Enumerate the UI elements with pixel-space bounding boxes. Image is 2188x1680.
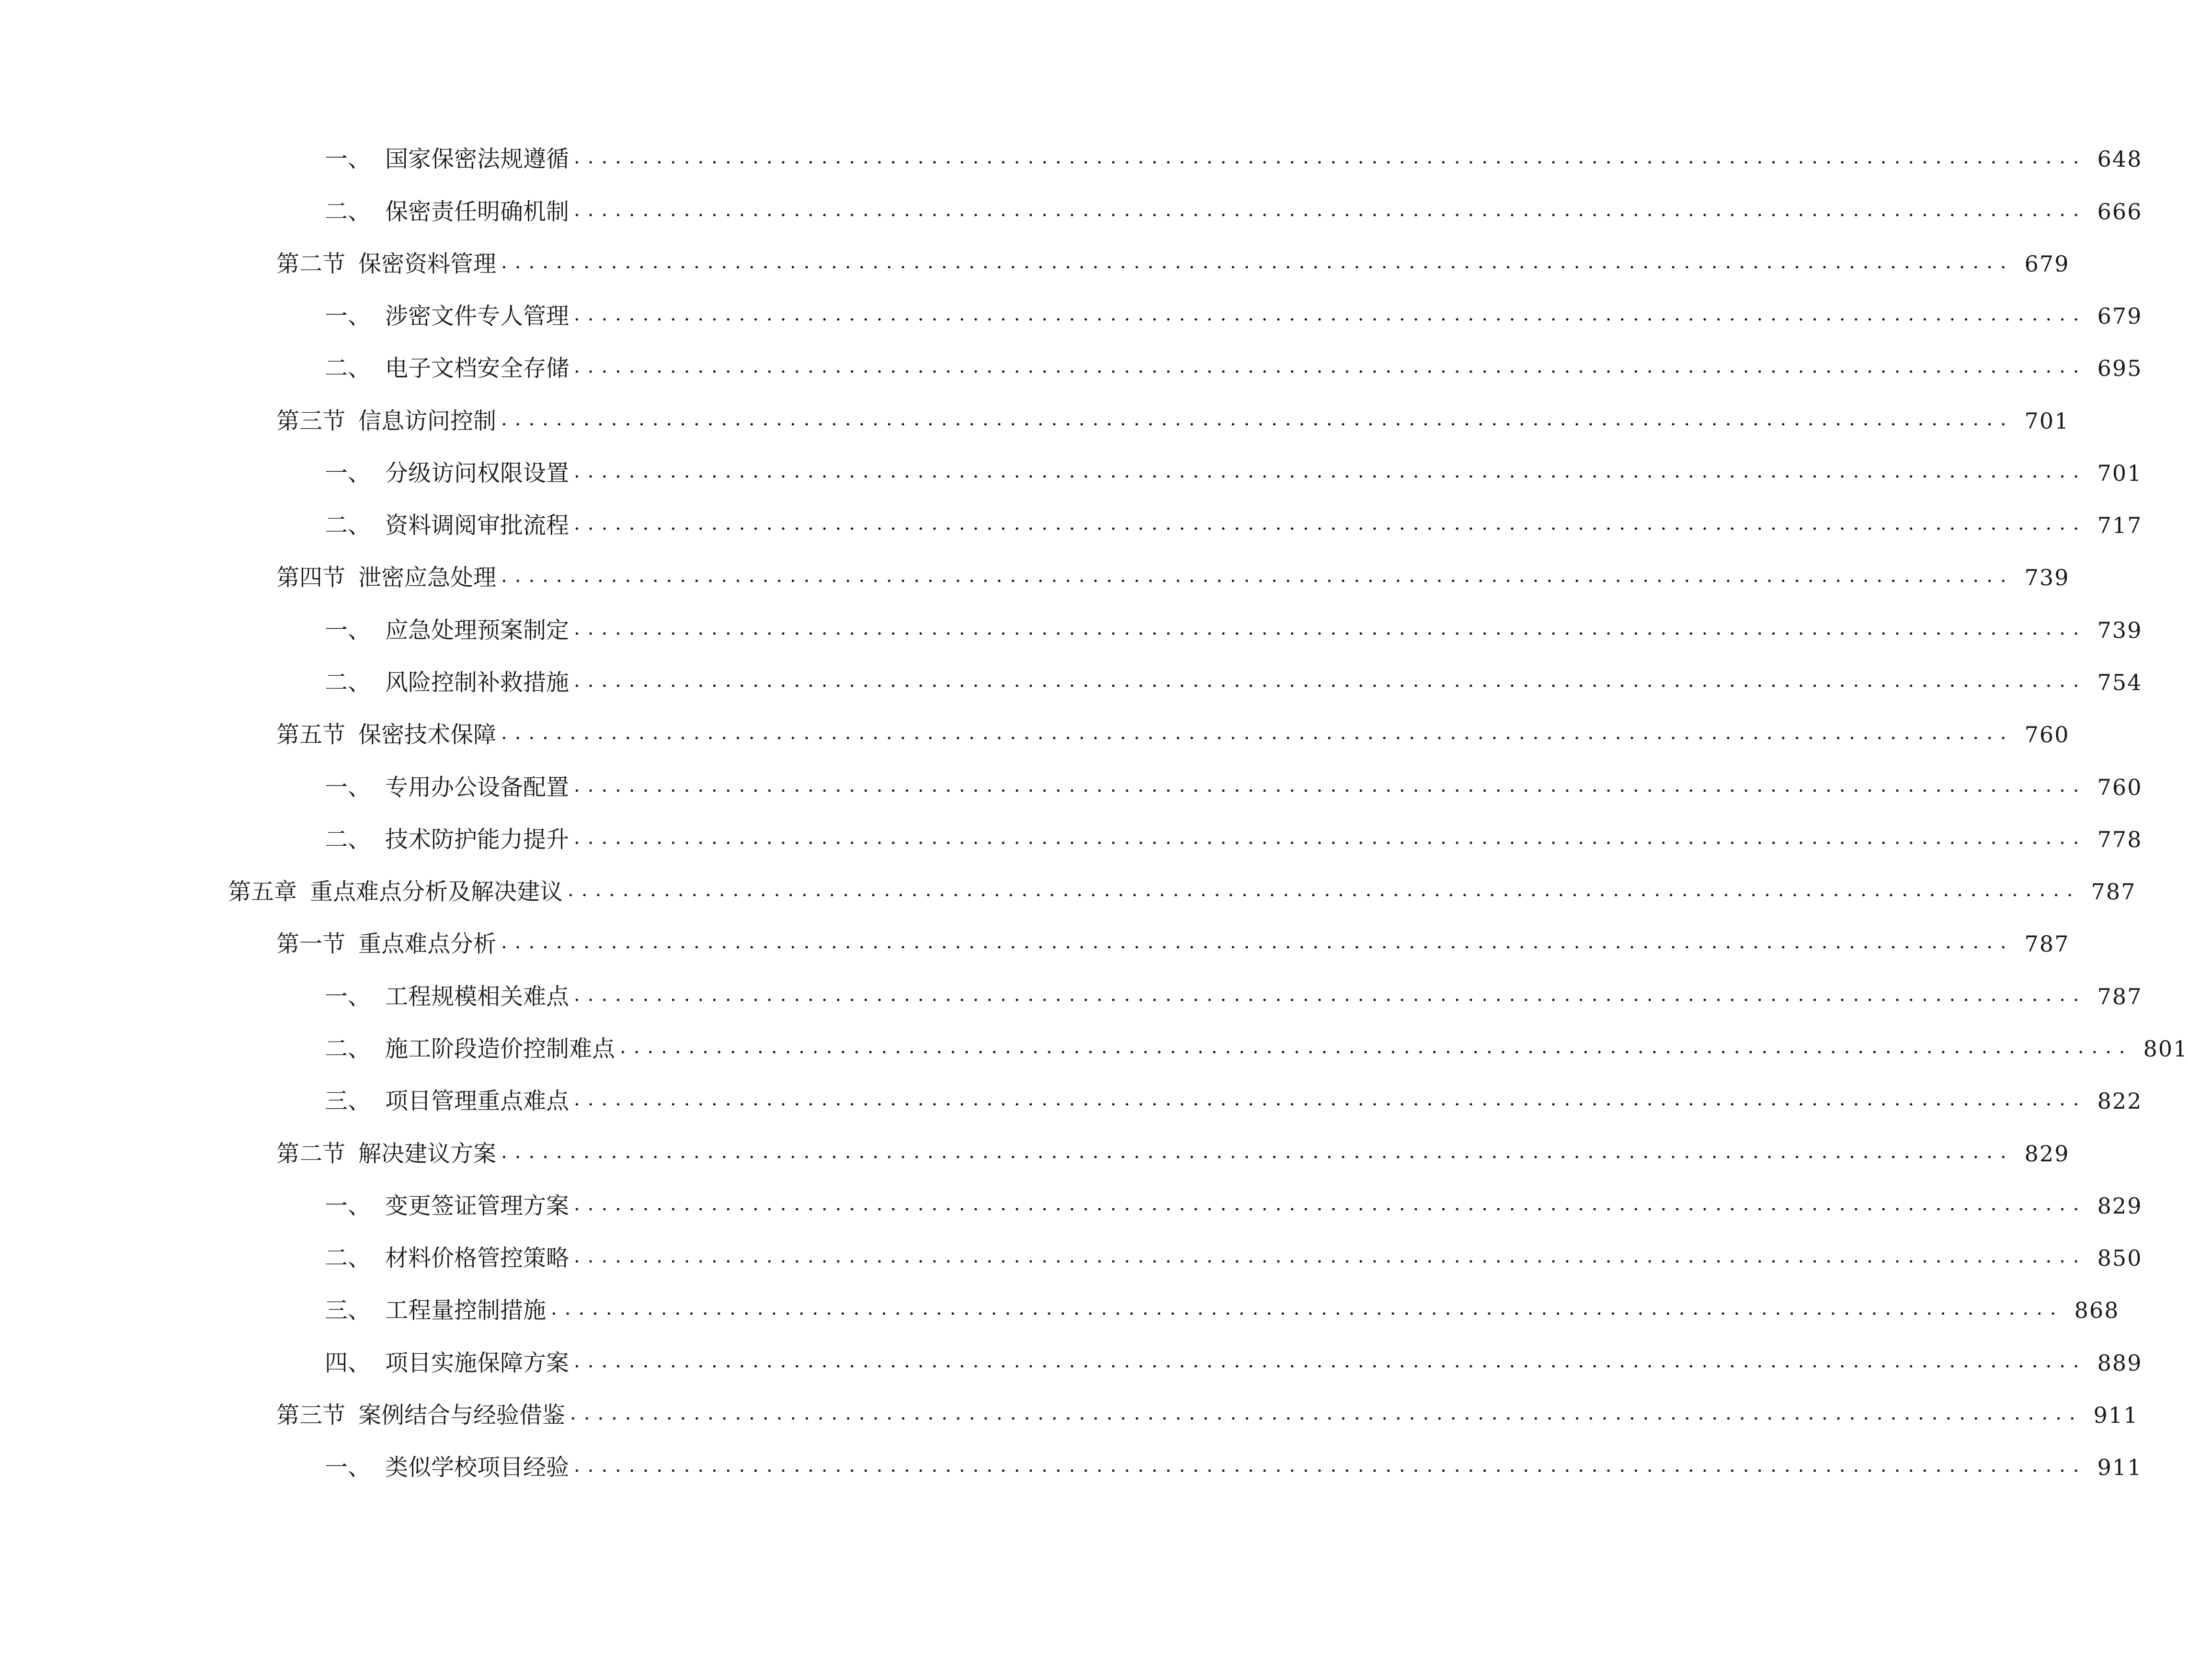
toc-entry-number: 第五章: [228, 878, 297, 905]
toc-page-number: 850: [2097, 1245, 2142, 1271]
toc-entry-number: 一、: [325, 146, 371, 172]
toc-dot-leader: ..............................................................................................................: [574, 617, 2087, 639]
toc-page-number: 648: [2097, 146, 2142, 172]
toc-entry-title: 信息访问控制: [358, 408, 497, 434]
toc-dot-leader: ..............................................................................................................: [574, 1193, 2087, 1215]
toc-entry-number: 三、: [325, 1297, 371, 1324]
toc-entry-item[interactable]: [325, 611, 2142, 649]
toc-entry-item[interactable]: [325, 1448, 2142, 1487]
toc-entry-title: 资料调阅审批流程: [385, 512, 570, 539]
toc-entry-title: 应急处理预案制定: [385, 617, 570, 644]
toc-dot-leader: ..............................................................................................................: [574, 1088, 2087, 1110]
toc-entry-number: 第三节: [276, 408, 346, 434]
toc-dot-leader: ..............................................................................................................: [574, 827, 2087, 849]
toc-dot-leader: ..............................................................................................................: [501, 565, 2014, 587]
toc-dot-leader: ..............................................................................................................: [501, 251, 2014, 273]
toc-page-number: 829: [2024, 1141, 2070, 1167]
toc-page-number: 868: [2074, 1297, 2120, 1323]
toc-dot-leader: ..............................................................................................................: [551, 1297, 2064, 1319]
toc-page-number: 787: [2024, 931, 2070, 957]
toc-dot-leader: ..............................................................................................................: [574, 670, 2087, 692]
toc-entry-number: 二、: [325, 512, 371, 539]
toc-entry-item[interactable]: [325, 140, 2142, 178]
toc-entry-section[interactable]: [276, 245, 2070, 283]
toc-entry-number: 二、: [325, 1035, 371, 1062]
toc-entry-section[interactable]: [276, 925, 2070, 963]
toc-entry-title: 保密资料管理: [358, 250, 497, 277]
toc-dot-leader: ..............................................................................................................: [501, 408, 2014, 430]
toc-entry-number: 二、: [325, 826, 371, 853]
toc-entry-number: 第四节: [276, 564, 346, 591]
toc-entry-title: 变更签证管理方案: [385, 1192, 570, 1219]
toc-entry-number: 二、: [325, 669, 371, 696]
toc-entry-number: 一、: [325, 617, 371, 644]
toc-entry-number: 一、: [325, 460, 371, 487]
toc-dot-leader: ..............................................................................................................: [574, 355, 2087, 377]
toc-page-number: 739: [2097, 617, 2142, 643]
toc-page-number: 739: [2024, 565, 2070, 590]
toc-dot-leader: ..............................................................................................................: [620, 1036, 2133, 1058]
toc-dot-leader: ..............................................................................................................: [568, 879, 2081, 901]
toc-entry-title: 技术防护能力提升: [385, 826, 570, 853]
toc-entry-title: 工程量控制措施: [385, 1297, 547, 1324]
toc-entry-number: 一、: [325, 303, 371, 329]
toc-entry-number: 二、: [325, 1245, 371, 1271]
toc-entry-item[interactable]: [325, 1030, 2188, 1068]
toc-entry-title: 专用办公设备配置: [385, 774, 570, 801]
toc-dot-leader: ..............................................................................................................: [570, 1402, 2083, 1424]
toc-entry-number: 四、: [325, 1350, 371, 1376]
toc-page-number: 829: [2097, 1193, 2142, 1219]
toc-dot-leader: ..............................................................................................................: [574, 984, 2087, 1006]
toc-page-number: 679: [2024, 251, 2070, 277]
toc-entry-title: 保密责任明确机制: [385, 198, 570, 225]
toc-entry-item[interactable]: [325, 820, 2142, 859]
toc-entry-title: 施工阶段造价控制难点: [385, 1035, 615, 1062]
toc-entry-title: 泄密应急处理: [358, 564, 497, 591]
toc-entry-section[interactable]: [276, 402, 2070, 440]
toc-entry-section[interactable]: [276, 715, 2070, 754]
toc-entry-item[interactable]: [325, 454, 2142, 492]
toc-entry-title: 工程规模相关难点: [385, 983, 570, 1010]
toc-entry-chapter[interactable]: [228, 873, 2136, 911]
toc-entry-item[interactable]: [325, 506, 2142, 545]
toc-entry-item[interactable]: [325, 349, 2142, 387]
toc-entry-title: 类似学校项目经验: [385, 1454, 570, 1481]
toc-entry-item[interactable]: [325, 1344, 2142, 1382]
toc-entry-title: 国家保密法规遵循: [385, 146, 570, 172]
toc-page-number: 717: [2097, 512, 2142, 538]
toc-entry-number: 一、: [325, 774, 371, 801]
toc-page-number: 911: [2097, 1454, 2142, 1480]
toc-entry-number: 二、: [325, 198, 371, 225]
toc-entry-section[interactable]: [276, 558, 2070, 597]
toc-entry-title: 风险控制补救措施: [385, 669, 570, 696]
toc-entry-number: 第二节: [276, 1140, 346, 1167]
toc-entry-item[interactable]: [325, 977, 2142, 1016]
toc-dot-leader: ..............................................................................................................: [501, 1141, 2014, 1163]
toc-entry-item[interactable]: [325, 1239, 2142, 1277]
toc-dot-leader: ..............................................................................................................: [574, 512, 2087, 534]
toc-page-number: 778: [2097, 827, 2142, 852]
toc-dot-leader: ..............................................................................................................: [574, 1350, 2087, 1372]
toc-entry-number: 三、: [325, 1088, 371, 1114]
toc-dot-leader: ..............................................................................................................: [574, 146, 2087, 168]
toc-page-number: 787: [2091, 879, 2136, 905]
toc-page-number: 679: [2097, 303, 2142, 329]
toc-entry-title: 重点难点分析: [358, 931, 497, 957]
toc-entry-number: 二、: [325, 355, 371, 382]
toc-dot-leader: ..............................................................................................................: [574, 460, 2087, 482]
toc-entry-title: 材料价格管控策略: [385, 1245, 570, 1271]
toc-entry-number: 第一节: [276, 931, 346, 957]
toc-entry-title: 电子文档安全存储: [385, 355, 570, 382]
toc-entry-title: 项目实施保障方案: [385, 1350, 570, 1376]
toc-entry-number: 一、: [325, 1454, 371, 1481]
toc-page-number: 801: [2143, 1036, 2188, 1062]
toc-page-number: 760: [2097, 774, 2142, 800]
toc-dot-leader: ..............................................................................................................: [574, 774, 2087, 796]
toc-entry-item[interactable]: [325, 1082, 2142, 1120]
toc-page-number: 701: [2024, 408, 2070, 434]
toc-entry-item[interactable]: [325, 297, 2142, 335]
toc-page-number: 695: [2097, 355, 2142, 381]
toc-page-number: 760: [2024, 722, 2070, 748]
toc-dot-leader: ..............................................................................................................: [574, 1454, 2087, 1476]
toc-page-number: 911: [2093, 1402, 2139, 1428]
toc-entry-title: 解决建议方案: [358, 1140, 497, 1167]
toc-entry-title: 重点难点分析及解决建议: [310, 878, 563, 905]
toc-page-number: 666: [2097, 199, 2142, 225]
toc-entry-item[interactable]: [325, 1187, 2142, 1225]
toc-dot-leader: ..............................................................................................................: [501, 722, 2014, 744]
toc-entry-section[interactable]: [276, 1135, 2070, 1173]
toc-page-number: 754: [2097, 670, 2142, 695]
toc-dot-leader: ..............................................................................................................: [574, 199, 2087, 221]
toc-entry-section[interactable]: [276, 1396, 2139, 1434]
toc-entry-title: 案例结合与经验借鉴: [358, 1402, 566, 1429]
toc-page-number: 787: [2097, 984, 2142, 1010]
toc-entry-title: 项目管理重点难点: [385, 1088, 570, 1114]
toc-dot-leader: ..............................................................................................................: [501, 931, 2014, 953]
toc-entry-number: 一、: [325, 983, 371, 1010]
toc-dot-leader: ..............................................................................................................: [574, 303, 2087, 325]
toc-entry-item[interactable]: [325, 768, 2142, 806]
toc-entry-item[interactable]: [325, 193, 2142, 231]
toc-entry-item[interactable]: [325, 1291, 2120, 1329]
toc-entry-number: 第二节: [276, 250, 346, 277]
toc-entry-title: 分级访问权限设置: [385, 460, 570, 487]
toc-page-number: 822: [2097, 1088, 2142, 1114]
toc-entry-title: 保密技术保障: [358, 721, 497, 748]
toc-entry-number: 第五节: [276, 721, 346, 748]
toc-entry-number: 一、: [325, 1192, 371, 1219]
toc-page-number: 889: [2097, 1350, 2142, 1376]
toc-page-number: 701: [2097, 460, 2142, 486]
toc-dot-leader: ..............................................................................................................: [574, 1245, 2087, 1267]
toc-entry-item[interactable]: [325, 663, 2142, 702]
toc-entry-title: 涉密文件专人管理: [385, 303, 570, 329]
toc-entry-number: 第三节: [276, 1402, 346, 1429]
